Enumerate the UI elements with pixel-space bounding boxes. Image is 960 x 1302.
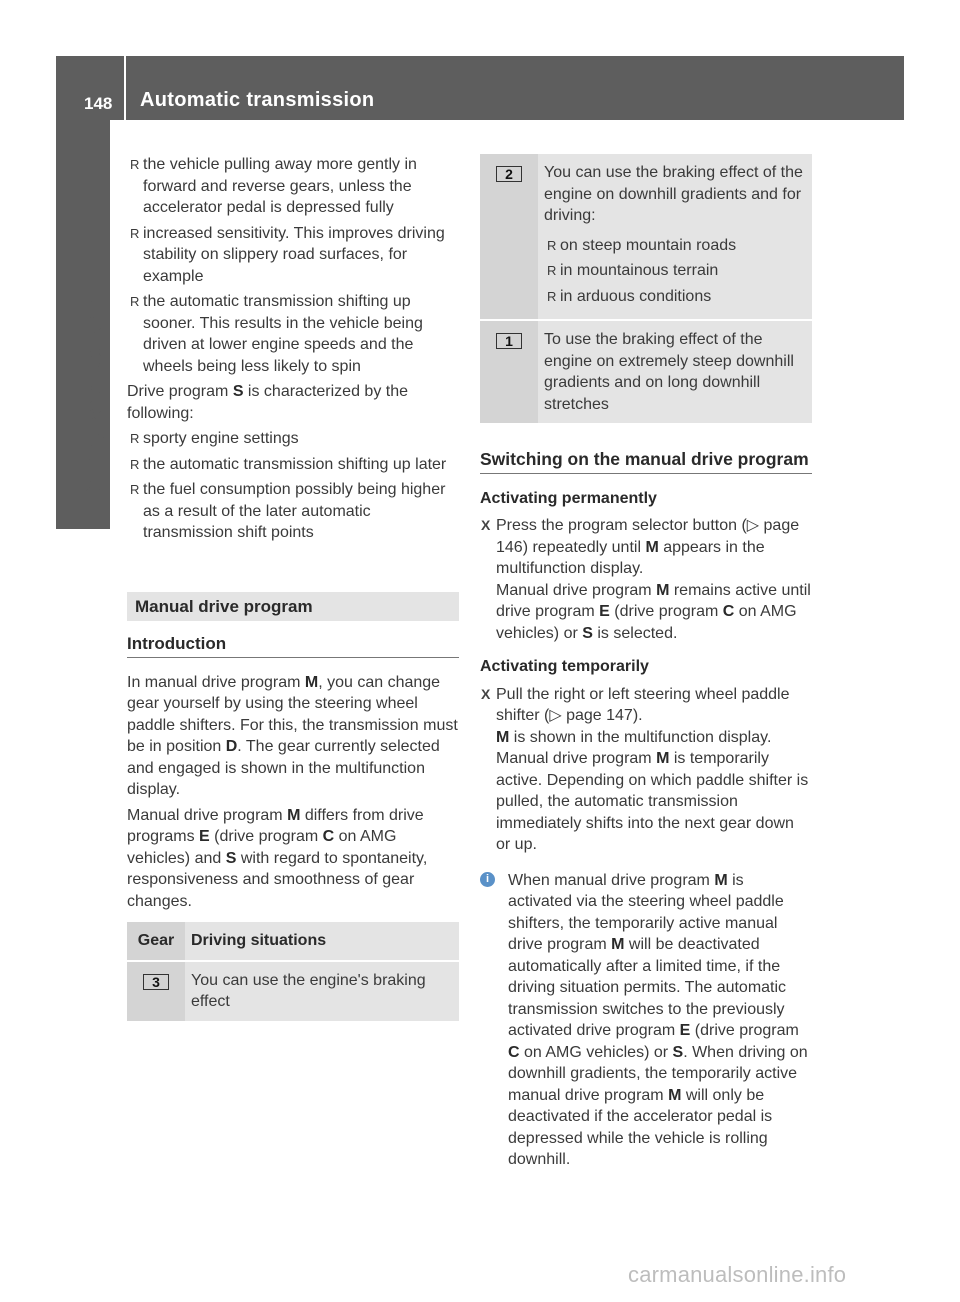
intro-paragraph-2: Manual drive program M differs from drive programs E (drive program C on AMG vehicles) and S with regard to spontaneity, responsiveness and smoothness of gear changes. [127,806,428,910]
bullet-icon: R [130,294,140,309]
page-ref-link[interactable]: page 147 [566,707,633,724]
col-situations-header: Driving situations [185,922,459,961]
list-item: R the vehicle pulling away more gently in forward and reverse gears, unless the accelerator pedal is depressed fully [130,156,417,216]
instruction-step: X Press the program selector button (▷ page 146) repeatedly until M appears in the multifunction display. Manual drive program M remains active until drive program E (drive program C on AMG vehicles) or S is selected. [481,517,811,642]
gear-cell [480,154,538,320]
table-header-row [127,922,459,961]
drive-program-s-intro: Drive program S is characterized by the following: [127,383,409,422]
gear-3-icon: 3 [143,974,169,990]
list-item: R increased sensitivity. This improves driving stability on slippery road surfaces, for example [130,224,445,285]
page-ref-link[interactable]: page 146 [496,517,800,556]
page-header [56,56,904,120]
list-item: R the automatic transmission shifting up sooner. This results in the vehicle being driven at lower engine speeds and the wheels being less likely to spin [130,293,423,375]
list-item: R the automatic transmission shifting up later [127,454,459,476]
bullet-icon: R [547,263,557,278]
gear-table-continued [480,154,812,423]
gear-cell [127,961,185,1021]
table-row [127,961,459,1021]
info-note: i When manual drive program M is activated via the steering wheel paddle shifters, the temporarily active manual drive program M will be deactivated automatically after a limited time, if the driving situation permits. The automatic transmission switches to the previously activated drive program E (drive program C on AMG vehicles) or S. When driving on downhill gradients, the temporarily active manual drive program M will only be deactivated if the accelerator pedal is depressed while the vehicle is rolling downhill. [480,870,812,1171]
page-number: 148 [56,56,126,120]
bullet-icon: R [130,157,140,172]
situation-cell: To use the braking effect of the engine on extremely steep downhill gradients and on long downhill stretches [538,320,812,423]
gear-1-icon: 1 [496,333,522,349]
left-column [127,154,459,1021]
gear-cell [480,320,538,423]
col-gear-header: Gear [127,922,185,961]
chapter-label: Driving and parking [81,295,106,502]
bullet-icon: R [547,237,557,253]
subheading-introduction: Introduction [127,633,459,658]
step-arrow-icon: X [481,685,491,702]
bullet-icon: R [547,288,557,304]
list-item: R the fuel consumption possibly being higher as a result of the later automatic transmission shift points [130,481,446,541]
list-item: R sporty engine settings [127,428,459,450]
right-column [480,154,812,1171]
gear-table [127,922,459,1021]
bullet-icon: R [130,482,140,497]
step-arrow-icon: X [481,517,491,533]
bullet-icon: R [130,225,140,241]
bullet-icon: R [130,456,140,472]
gear-2-icon: 2 [496,166,522,182]
table-row [480,320,812,423]
situation-cell: You can use the braking effect of the engine on downhill gradients and for driving: R on steep mountain roads R in mountainous terrain R in arduous conditions [538,154,812,320]
section-title: Manual drive program [127,592,459,622]
list-item: R in arduous conditions [544,286,806,308]
list-item: R in mountainous terrain [544,260,806,282]
activating-temporarily-title: Activating temporarily [480,658,649,675]
page-title: Automatic transmission [140,89,375,111]
intro-paragraph-1: In manual drive program M, you can change gear yourself by using the steering wheel paddle shifters. For this, the transmission must be in position D. The gear currently selected and engaged is shown in the multifunction display. [127,673,458,798]
table-row [480,154,812,320]
watermark: carmanualsonline.info [628,1262,847,1287]
bullet-icon: R [130,431,140,446]
instruction-step: X Pull the right or left steering wheel paddle shifter (▷ page 147). M is shown in the multifunction display. Manual drive program M is temporarily active. Depending on which paddle shifter is pulled, the automatic transmission immediately shifts into the next gear down or up. [481,685,809,853]
heading-switching-on: Switching on the manual drive program [480,449,812,474]
situation-cell: You can use the engine's braking effect [185,961,459,1021]
list-item: R on steep mountain roads [544,235,806,257]
info-icon: i [480,872,495,887]
activating-permanently-title: Activating permanently [480,489,657,507]
